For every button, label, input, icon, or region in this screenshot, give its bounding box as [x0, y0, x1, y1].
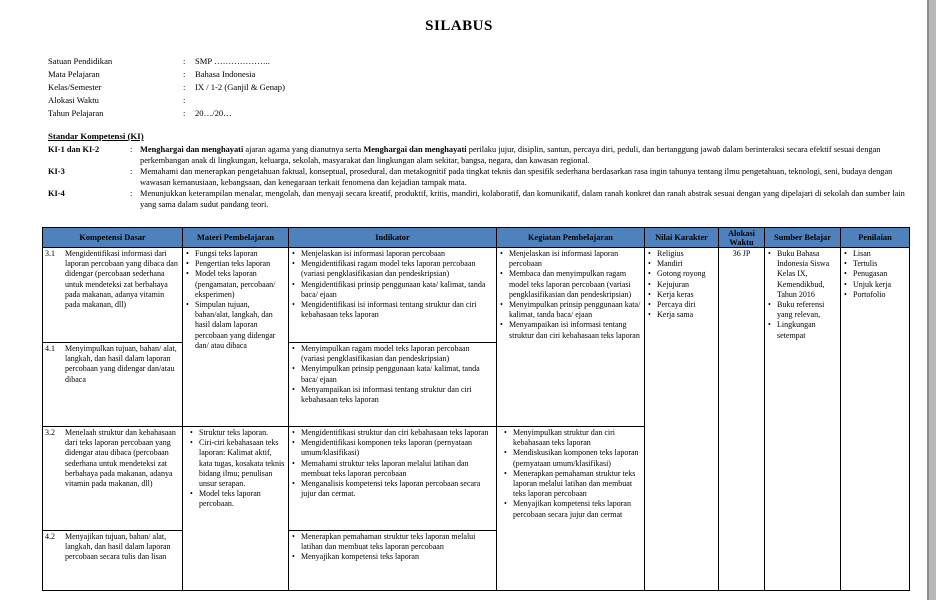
penilaian-list — [843, 249, 907, 300]
identity-value: IX / 1-2 (Ganjil & Genap) — [195, 82, 285, 92]
list-item: • Mandiri — [647, 259, 716, 269]
kd-cell — [43, 427, 183, 531]
alokasi-waktu-value: 36 JP — [732, 249, 751, 258]
indikator-list — [291, 249, 494, 320]
kompetensi-inti-block — [48, 131, 910, 210]
list-item: • Buku Bahasa Indonesia Siswa Kelas IX, Kemendikbud, Tahun 2016 — [767, 249, 838, 300]
identity-label: Mata Pelajaran — [48, 69, 100, 79]
kd-item — [45, 344, 180, 385]
kd-number: 3.2 — [45, 428, 55, 437]
identity-row — [48, 68, 285, 81]
table-header-row — [43, 228, 910, 248]
list-item: • Mengidentifikasi prinsip penggunaan kata/ kalimat, tanda baca/ ejaan — [291, 280, 494, 300]
col-header-penilaian: Penilaian — [841, 228, 910, 248]
identity-colon: : — [183, 82, 186, 92]
list-item: • Menganalisis kompetensi teks laporan percobaan secara jujur dan cermat. — [291, 479, 494, 499]
identity-colon: : — [183, 108, 186, 118]
list-item: • Buku referensi yang relevan, — [767, 300, 838, 320]
kd-item — [45, 428, 180, 489]
list-item: • Penugasan — [843, 269, 907, 279]
list-item: • Menyimpulkan prinsip penggunaan kata/ kalimat, tanda baca/ ejaan — [499, 300, 642, 320]
kompetensi-inti-heading: Standar Kompetensi (KI) — [48, 131, 144, 141]
list-item: • Menerapkan pemahaman struktur teks laporan melalui latihan dan membuat teks laporan percobaan — [291, 532, 494, 552]
identity-value: Bahasa Indonesia — [195, 69, 256, 79]
kegiatan-list — [499, 249, 642, 341]
identity-row — [48, 55, 285, 68]
list-item: • Mendiskusikan komponen teks laporan (pernyataan umum/klasifikasi) — [503, 448, 642, 468]
list-item: • Kerja keras — [647, 290, 716, 300]
kd-number: 4.1 — [45, 344, 55, 353]
materi-list — [185, 249, 286, 351]
kd-cell — [43, 248, 183, 343]
identity-row — [48, 81, 285, 94]
kd-text: Mengidentifikasi informasi dari laporan percobaan yang dibaca dan didengar (percobaan sederhana untuk mendeteksi zat berbahaya pada makanan, adanya vitamin pada makanan, dll) — [65, 249, 178, 310]
indikator-list — [291, 532, 494, 563]
indikator-cell — [289, 531, 497, 591]
materi-cell — [183, 427, 289, 591]
list-item: • Menjelaskan isi informasi laporan percobaan — [291, 249, 494, 259]
identity-value: SMP ……………….. — [195, 56, 270, 66]
silabus-table — [42, 227, 910, 591]
list-item: • Model teks laporan percobaan. — [189, 489, 286, 509]
list-item: • Lingkungan setempat — [767, 320, 838, 340]
list-item: • Menyimpulkan prinsip penggunaan kata/ kalimat, tanda baca/ ejaan — [291, 364, 494, 384]
col-header-indikator: Indikator — [289, 228, 497, 248]
scroll-gutter — [929, 0, 936, 600]
list-item: • Simpulan tujuan, bahan/alat, langkah, dan hasil dalam laporan percobaan yang didengar dan/ atau dibaca — [185, 300, 286, 351]
list-item: • Tertulis — [843, 259, 907, 269]
indikator-cell — [289, 427, 497, 531]
sumber-belajar-cell — [765, 248, 841, 591]
kd-cell — [43, 343, 183, 427]
list-item: • Lisan — [843, 249, 907, 259]
identity-row — [48, 107, 285, 120]
kd-item — [45, 532, 180, 563]
identity-colon: : — [183, 69, 186, 79]
ki-text-part: perilaku jujur, disiplin, santun, percaya diri, peduli, dan bertanggung jawab dalam berinteraksi secara efektif sesuai dengan perkembangan anak di lingkungan, keluarga, sekolah, masyarakat dan lingkungan alam sekitar, bangsa, negara, dan kawasan regional. — [140, 145, 881, 165]
identity-label: Tahun Pelajaran — [48, 108, 104, 118]
table-row — [43, 248, 910, 343]
identity-row — [48, 94, 285, 107]
ki-text: Memahami dan menerapkan pengetahuan faktual, konseptual, prosedural, dan metakognitif pada tingkat teknis dan spesifik sederhana berdasarkan rasa ingin tahunya tentang ilmu pengetahuan, teknologi, seni, budaya dengan wawasan kemanusiaan, kebangsaan, dan kenegaraan terkait fenomena dan kejadian tampak mata. — [140, 167, 893, 187]
list-item: • Mengidentifikasi struktur dan ciri kebahasaan teks laporan — [291, 428, 494, 438]
indikator-list — [291, 344, 494, 405]
materi-cell — [183, 248, 289, 427]
col-header-kegiatan: Kegiatan Pembelajaran — [497, 228, 645, 248]
list-item: • Kejujuran — [647, 280, 716, 290]
ki-bold-phrase: Menghargai dan menghayati — [363, 145, 467, 154]
penilaian-cell — [841, 248, 910, 591]
col-header-kompetensi-dasar: Kompetensi Dasar — [43, 228, 183, 248]
list-item: • Religius — [647, 249, 716, 259]
kegiatan-cell — [497, 427, 645, 591]
kd-number: 3.1 — [45, 249, 55, 258]
kd-text: Menyajikan tujuan, bahan/ alat, langkah, dan hasil dalam laporan percobaan secara tulis dan lisan — [65, 532, 171, 562]
kegiatan-list — [499, 428, 642, 520]
kd-text: Menelaah struktur dan kebahasaan dari teks laporan percobaan yang didengar atau dibaca (percobaan sederhana untuk mendeteksi zat berbahaya pada makanan, adanya vitamin pada makanan, dll) — [65, 428, 176, 489]
sumber-belajar-list — [767, 249, 838, 341]
list-item: • Model teks laporan (pengamatan, percobaan/ eksperimen) — [185, 269, 286, 300]
kd-number: 4.2 — [45, 532, 55, 541]
identity-label: Alokasi Waktu — [48, 95, 99, 105]
list-item: • Fungsi teks laporan — [185, 249, 286, 259]
kd-item — [45, 249, 180, 310]
ki-row — [48, 144, 910, 166]
indikator-cell — [289, 343, 497, 427]
ki-text — [140, 144, 910, 166]
list-item: • Membaca dan menyimpulkan ragam model teks laporan percobaan (variasi pengklasifikasian dan pendeskripsian) — [499, 269, 642, 300]
identity-label: Kelas/Semester — [48, 82, 102, 92]
identity-block — [48, 55, 285, 120]
kd-cell — [43, 531, 183, 591]
col-header-nilai-karakter: Nilai Karakter — [645, 228, 719, 248]
list-item: • Mengidentifikasi isi informasi tentang struktur dan ciri kebahasaan teks laporan — [291, 300, 494, 320]
list-item: • Pengertian teks laporan — [185, 259, 286, 269]
list-item: • Menyimpulkan struktur dan ciri kebahasaan teks laporan — [503, 428, 642, 448]
list-item: • Struktur teks laporan. — [189, 428, 286, 438]
ki-code: KI-3 — [48, 167, 65, 176]
alokasi-waktu-cell — [719, 248, 765, 591]
identity-value: 20…/20… — [195, 108, 232, 118]
materi-list — [185, 428, 286, 510]
list-item: • Menerapkan pemahaman struktur teks laporan melalui latihan dan membuat teks laporan percobaan — [503, 469, 642, 500]
ki-code: KI-4 — [48, 189, 65, 198]
ki-row — [48, 166, 910, 188]
ki-text-part: ajaran agama yang dianutnya serta — [243, 145, 364, 154]
list-item: • Gotong royong — [647, 269, 716, 279]
identity-colon: : — [183, 56, 186, 66]
col-header-materi: Materi Pembelajaran — [183, 228, 289, 248]
list-item: • Memahami struktur teks laporan melalui latihan dan membuat teks laporan percobaan — [291, 459, 494, 479]
ki-row — [48, 188, 910, 210]
list-item: • Menyampaikan isi informasi tentang struktur dan ciri kebahasaan teks laporan — [499, 320, 642, 340]
ki-bold-phrase: Menghargai dan menghayati — [140, 145, 244, 154]
col-header-alokasi-waktu: Alokasi Waktu — [719, 228, 765, 248]
kegiatan-cell — [497, 248, 645, 427]
ki-text: Menunjukkan keterampilan menalar, mengolah, dan menyaji secara kreatif, produktif, kritis, mandiri, kolaboratif, dan komunikatif, dalam ranah konkret dan ranah abstrak sesuai dengan yang dipelajari di sekolah dan sumber lain yang sama dalam sudut pandang teori. — [140, 189, 905, 209]
kd-text: Menyimpulkan tujuan, bahan/ alat, langkah, dan hasil dalam laporan percobaan yang didengar dan/atau dibaca — [65, 344, 177, 384]
list-item: • Ciri-ciri kebahasaan teks laporan: Kalimat aktif, kata tugas, kosakata teknis bidang ilmu; penulisan unsur serapan. — [189, 438, 286, 489]
list-item: • Portofolio — [843, 290, 907, 300]
identity-colon: : — [183, 95, 186, 105]
document-title: SILABUS — [425, 18, 493, 34]
ki-colon: : — [130, 167, 133, 176]
ki-colon: : — [130, 145, 133, 154]
list-item: • Mengidentifikasi komponen teks laporan (pernyataan umum/klasifikasi) — [291, 438, 494, 458]
list-item: • Menyimpulkan ragam model teks laporan percobaan (variasi pengklasifikasian dan pendeskripsian) — [291, 344, 494, 364]
list-item: • Percaya diri — [647, 300, 716, 310]
list-item: • Menyajikan kompetensi teks laporan percobaan secara jujur dan cermat — [503, 499, 642, 519]
ki-code: KI-1 dan KI-2 — [48, 145, 100, 154]
nilai-karakter-cell — [645, 248, 719, 591]
identity-label: Satuan Pendidikan — [48, 56, 113, 66]
list-item: • Unjuk kerja — [843, 280, 907, 290]
ki-colon: : — [130, 189, 133, 198]
list-item: • Menjelaskan isi informasi laporan percobaan — [499, 249, 642, 269]
list-item: • Kerja sama — [647, 310, 716, 320]
indikator-list — [291, 428, 494, 499]
col-header-sumber-belajar: Sumber Belajar — [765, 228, 841, 248]
indikator-cell — [289, 248, 497, 343]
list-item: • Mengidentifikasi ragam model teks laporan percobaan (variasi pengklasifikasian dan pendeskripsian) — [291, 259, 494, 279]
list-item: • Menyampaikan isi informasi tentang struktur dan ciri kebahasaan teks laporan — [291, 385, 494, 405]
nilai-karakter-list — [647, 249, 716, 320]
list-item: • Menyajikan kompetensi teks laporan — [291, 552, 494, 562]
